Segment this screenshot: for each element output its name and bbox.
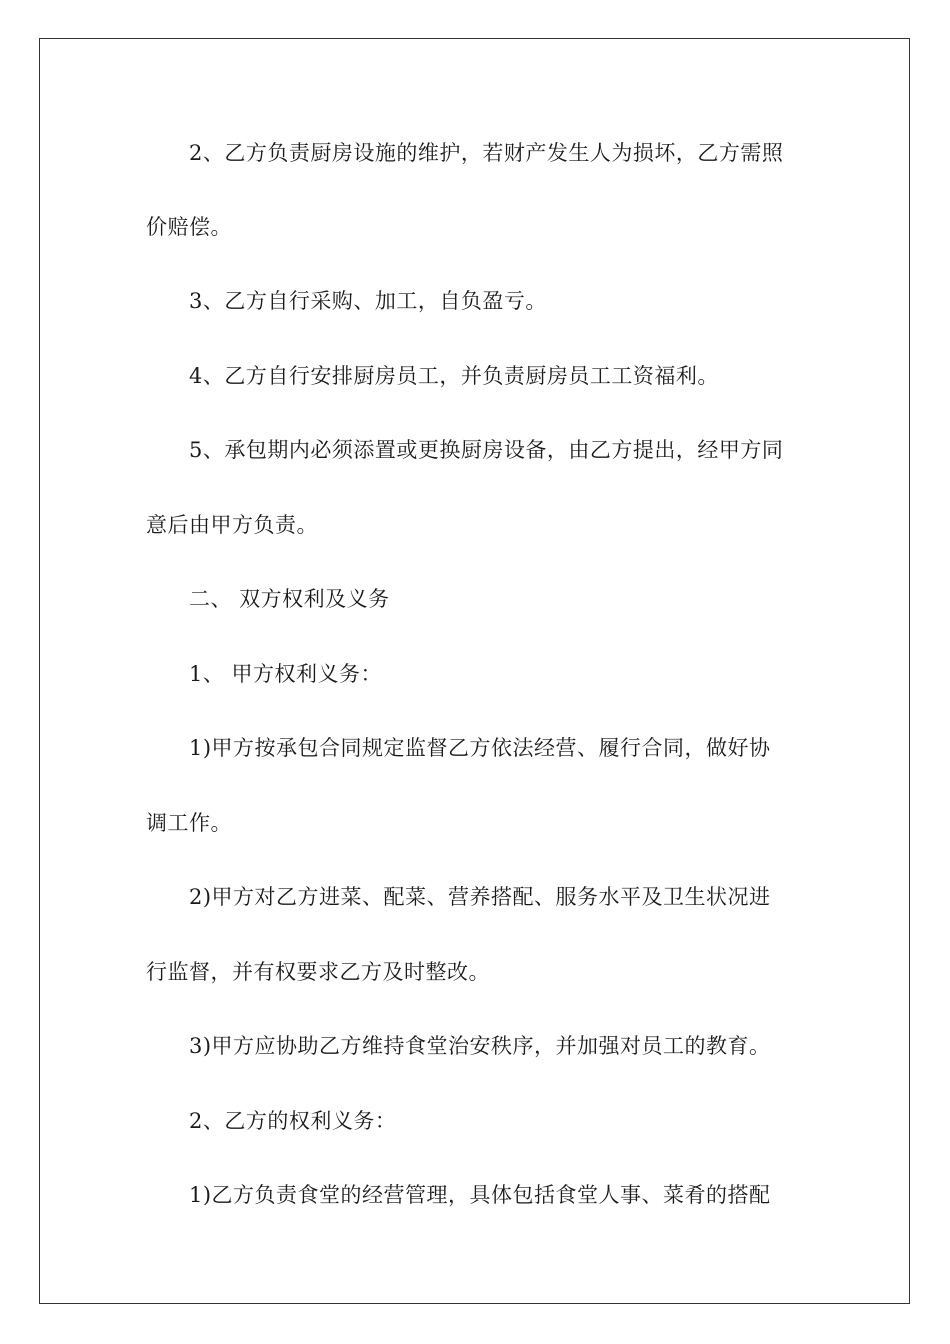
clause-line: 价赔偿。 bbox=[146, 215, 232, 239]
clause-line: 1)甲方按承包合同规定监督乙方依法经营、履行合同，做好协 bbox=[189, 736, 771, 760]
subsection-heading: 2、乙方的权利义务： bbox=[189, 1109, 397, 1133]
clause-line: 行监督，并有权要求乙方及时整改。 bbox=[146, 960, 490, 984]
clause-line: 4、乙方自行安排厨房员工，并负责厨房员工工资福利。 bbox=[189, 364, 719, 388]
clause-line: 调工作。 bbox=[146, 811, 232, 835]
clause-line: 意后由甲方负责。 bbox=[146, 513, 318, 537]
clause-line: 2、乙方负责厨房设施的维护，若财产发生人为损坏，乙方需照 bbox=[189, 141, 784, 165]
section-heading: 二、 双方权利及义务 bbox=[189, 587, 390, 611]
clause-line: 3、乙方自行采购、加工，自负盈亏。 bbox=[189, 289, 547, 313]
clause-line: 3)甲方应协助乙方维持食堂治安秩序，并加强对员工的教育。 bbox=[189, 1034, 771, 1058]
clause-line: 2)甲方对乙方进菜、配菜、营养搭配、服务水平及卫生状况进 bbox=[189, 885, 771, 909]
clause-line: 1)乙方负责食堂的经营管理，具体包括食堂人事、菜肴的搭配 bbox=[189, 1183, 771, 1207]
clause-line: 5、承包期内必须添置或更换厨房设备，由乙方提出，经甲方同 bbox=[189, 438, 784, 462]
subsection-heading: 1、 甲方权利义务： bbox=[189, 662, 383, 686]
